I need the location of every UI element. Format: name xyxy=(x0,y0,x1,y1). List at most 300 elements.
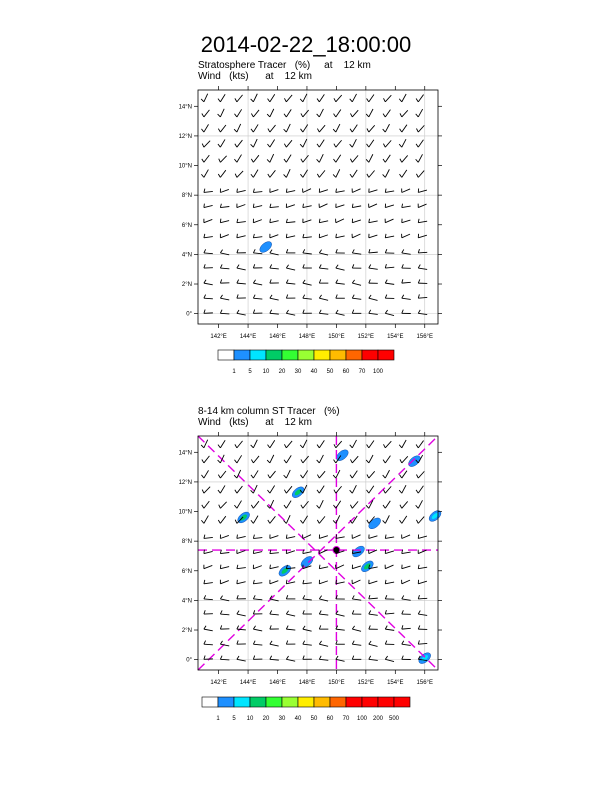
wind-barb-flag xyxy=(234,114,236,117)
tracer-patch-core xyxy=(431,512,440,520)
wind-barb xyxy=(418,154,422,162)
wind-barb xyxy=(204,629,213,631)
wind-barb-flag xyxy=(350,475,352,478)
wind-barb-flag xyxy=(204,189,205,193)
wind-barb-flag xyxy=(367,129,369,133)
wind-barb-flag xyxy=(369,611,371,614)
wind-barb-flag xyxy=(333,475,336,478)
tracer-patch-core xyxy=(281,567,290,575)
wind-barb-flag xyxy=(270,295,272,298)
wind-barb-flag xyxy=(369,656,371,660)
wind-barb-flag xyxy=(234,159,236,162)
wind-barb-flag xyxy=(219,159,221,163)
wind-barb-flag xyxy=(204,626,206,629)
wind-barb-flag xyxy=(270,204,271,208)
y-tick-label: 4°N xyxy=(181,598,192,605)
wind-barb xyxy=(418,471,424,478)
wind-barb xyxy=(369,598,378,599)
wind-barb xyxy=(402,139,406,147)
wind-barb xyxy=(336,236,345,238)
wind-barb-flag xyxy=(300,99,303,102)
wind-barb-flag xyxy=(399,144,402,147)
wind-barb-flag xyxy=(385,641,387,645)
wind-barb xyxy=(303,237,312,238)
wind-barb xyxy=(270,109,274,117)
plot-background xyxy=(198,90,438,324)
wind-barb xyxy=(369,268,378,269)
wind-barb xyxy=(418,125,424,132)
wind-barb xyxy=(336,124,340,132)
wind-barb-flag xyxy=(333,174,336,177)
wind-barb xyxy=(237,171,243,177)
wind-barb xyxy=(319,235,328,238)
wind-barb xyxy=(220,567,229,569)
colorbar-box xyxy=(218,697,234,707)
wind-barb xyxy=(402,516,407,523)
wind-barb-flag xyxy=(416,490,418,493)
wind-barb xyxy=(303,139,307,147)
wind-barb-flag xyxy=(218,129,220,132)
tracer-patch xyxy=(427,508,443,523)
wind-barb-flag xyxy=(267,144,269,147)
wind-barb xyxy=(385,486,391,493)
wind-barb-flag xyxy=(286,280,288,284)
wind-barb-flag xyxy=(402,264,404,268)
wind-barb-flag xyxy=(385,264,386,268)
wind-barb xyxy=(319,440,324,447)
colorbar-label: 10 xyxy=(262,369,270,375)
wind-barb-flag xyxy=(400,475,402,478)
wind-barb xyxy=(220,485,225,493)
wind-barb-flag xyxy=(416,444,418,447)
wind-barb-flag xyxy=(418,249,419,253)
wind-barb-flag xyxy=(220,641,222,644)
wind-barb-flag xyxy=(301,505,303,508)
wind-barb-flag xyxy=(268,445,270,448)
wind-barb xyxy=(303,501,309,508)
wind-barb xyxy=(237,629,246,630)
wind-barb xyxy=(220,206,229,207)
wind-barb xyxy=(270,221,279,223)
wind-barb xyxy=(286,268,295,270)
wind-barb xyxy=(220,516,225,523)
wind-barb-flag xyxy=(253,610,254,614)
wind-barb-flag xyxy=(319,610,321,614)
wind-barb-flag xyxy=(336,641,337,645)
wind-barb-flag xyxy=(399,174,401,177)
colorbar-label: 60 xyxy=(342,369,350,375)
wind-barb xyxy=(402,471,407,478)
colorbar-box xyxy=(282,697,298,707)
wind-barb-flag xyxy=(253,189,254,193)
wind-barb-flag xyxy=(352,656,353,660)
wind-barb xyxy=(204,237,213,238)
wind-barb xyxy=(402,234,410,238)
wind-barb-flag xyxy=(336,265,338,268)
wind-barb xyxy=(204,155,209,162)
wind-barb xyxy=(319,190,328,193)
wind-barb xyxy=(352,644,361,645)
wind-barb xyxy=(418,614,427,615)
wind-barb xyxy=(270,599,279,601)
wind-barb-flag xyxy=(317,505,320,508)
wind-barb xyxy=(220,599,229,601)
wind-barb xyxy=(253,298,262,299)
wind-barb xyxy=(286,205,295,208)
wind-barb xyxy=(402,628,411,629)
wind-barb-flag xyxy=(303,626,305,629)
wind-barb-flag xyxy=(383,129,386,132)
wind-barb xyxy=(303,94,307,102)
x-tick-label: 146°E xyxy=(269,334,286,340)
wind-barb-flag xyxy=(237,294,238,298)
wind-barb xyxy=(319,125,325,132)
wind-barb xyxy=(418,204,426,208)
wind-barb-flag xyxy=(303,249,305,253)
panel-2-title: 8-14 km column ST Tracer (%) xyxy=(198,406,340,417)
wind-barb-flag xyxy=(284,505,286,508)
wind-barb-flag xyxy=(336,295,337,299)
wind-barb-flag xyxy=(202,460,204,463)
wind-barb xyxy=(385,191,394,193)
wind-barb-flag xyxy=(204,234,205,238)
wind-barb-flag xyxy=(319,656,321,660)
wind-barb xyxy=(385,582,394,584)
wind-barb-flag xyxy=(369,641,371,644)
colorbar-label: 20 xyxy=(278,369,286,375)
wind-barb-flag xyxy=(334,114,336,117)
wind-barb xyxy=(220,125,226,132)
wind-barb xyxy=(402,282,411,283)
wind-barb xyxy=(352,440,356,448)
wind-barb xyxy=(303,535,311,539)
wind-barb xyxy=(253,470,258,478)
wind-barb-flag xyxy=(402,625,403,629)
wind-barb xyxy=(418,581,427,584)
wind-barb-flag xyxy=(385,656,387,659)
wind-barb xyxy=(319,313,328,314)
wind-barb-flag xyxy=(383,444,385,448)
wind-barb-flag xyxy=(220,310,222,314)
wind-barb-flag xyxy=(253,656,254,660)
wind-barb-flag xyxy=(383,490,385,494)
wind-barb xyxy=(319,268,328,269)
wind-barb xyxy=(385,95,391,102)
wind-barb xyxy=(204,141,210,147)
wind-barb-flag xyxy=(286,626,288,630)
wind-barb xyxy=(402,580,410,584)
wind-barb xyxy=(220,581,228,584)
tracer-patch xyxy=(407,454,423,469)
wind-barb-flag xyxy=(383,159,385,162)
wind-barb-flag xyxy=(383,114,385,117)
wind-barb-flag xyxy=(253,280,255,283)
wind-barb xyxy=(352,456,358,463)
wind-barb xyxy=(286,140,292,147)
colorbar-label: 30 xyxy=(294,369,302,375)
wind-barb-flag xyxy=(367,144,369,147)
wind-barb-flag xyxy=(220,610,222,614)
wind-barb xyxy=(352,234,360,238)
wind-barb xyxy=(237,536,246,538)
wind-barb xyxy=(270,140,275,148)
wind-barb-flag xyxy=(286,219,287,223)
wind-barb-flag xyxy=(350,505,352,509)
wind-barb xyxy=(253,124,258,132)
wind-barb-flag xyxy=(237,580,238,584)
wind-barb xyxy=(369,659,378,660)
wind-barb xyxy=(369,440,374,447)
wind-barb xyxy=(253,170,258,178)
wind-barb-flag xyxy=(251,505,253,508)
wind-barb xyxy=(319,109,323,117)
wind-barb-flag xyxy=(367,520,369,524)
wind-barb xyxy=(204,583,213,584)
wind-barb-flag xyxy=(251,174,253,177)
wind-barb xyxy=(286,169,290,177)
wind-barb-flag xyxy=(383,174,386,177)
wind-barb xyxy=(336,283,345,284)
wind-barb-flag xyxy=(369,595,370,599)
wind-barb xyxy=(286,313,295,315)
wind-barb-flag xyxy=(220,219,221,223)
wind-barb xyxy=(402,206,411,208)
wind-barb-flag xyxy=(350,490,353,493)
wind-barb xyxy=(270,253,279,255)
wind-barb-flag xyxy=(284,174,287,177)
wind-barb xyxy=(402,253,411,254)
wind-barb-flag xyxy=(333,159,335,162)
wind-barb xyxy=(286,155,291,163)
wind-barb xyxy=(220,156,226,162)
wind-barb-flag xyxy=(270,610,272,614)
wind-barb-flag xyxy=(303,610,304,614)
wind-barb-flag xyxy=(218,174,220,177)
wind-barb xyxy=(270,313,279,314)
wind-barb-flag xyxy=(385,249,387,253)
colorbar-label: 5 xyxy=(232,716,236,722)
wind-barb-flag xyxy=(402,641,404,644)
tracer-patch xyxy=(299,554,315,569)
wind-barb-flag xyxy=(303,580,304,584)
colorbar-box xyxy=(314,350,330,360)
wind-barb xyxy=(369,536,378,539)
wind-barb-flag xyxy=(352,626,354,629)
wind-barb-flag xyxy=(303,550,304,554)
wind-barb-flag xyxy=(284,144,286,147)
wind-barb-flag xyxy=(303,204,304,208)
wind-barb xyxy=(319,567,328,569)
tracer-patch-core xyxy=(420,654,429,662)
wind-barb xyxy=(253,599,262,600)
wind-barb-flag xyxy=(350,99,353,102)
wind-barb xyxy=(385,110,390,117)
wind-barb xyxy=(369,125,375,132)
wind-barb xyxy=(336,219,344,223)
wind-barb xyxy=(336,109,341,116)
wind-barb xyxy=(253,253,262,254)
wind-barb xyxy=(286,191,295,193)
wind-barb-flag xyxy=(399,99,402,102)
wind-barb-flag xyxy=(303,264,304,268)
y-tick-label: 6°N xyxy=(181,568,192,575)
wind-barb xyxy=(286,95,292,102)
wind-barb-flag xyxy=(352,595,354,598)
wind-barb-flag xyxy=(366,460,369,463)
wind-barb-flag xyxy=(284,520,287,523)
wind-barb-flag xyxy=(268,475,270,478)
wind-barb xyxy=(352,535,360,539)
wind-barb-flag xyxy=(303,595,305,599)
wind-barb-flag xyxy=(253,204,254,208)
wind-barb xyxy=(319,154,323,162)
wind-barb-flag xyxy=(303,310,304,314)
wind-barb xyxy=(369,455,373,463)
wind-barb xyxy=(385,629,394,630)
colorbar-box xyxy=(378,697,394,707)
wind-barb-flag xyxy=(383,460,385,463)
wind-barb xyxy=(418,455,422,463)
wind-barb-flag xyxy=(267,114,270,117)
wind-barb xyxy=(336,659,345,661)
wind-barb-flag xyxy=(284,129,287,132)
panel-1-plot xyxy=(179,86,442,375)
wind-barb-flag xyxy=(237,565,238,569)
wind-barb-flag xyxy=(334,460,336,463)
wind-barb-flag xyxy=(286,595,287,599)
wind-barb-flag xyxy=(237,249,238,253)
wind-barb xyxy=(352,298,361,299)
wind-barb-flag xyxy=(336,535,337,539)
wind-barb-flag xyxy=(237,189,238,193)
wind-barb-flag xyxy=(366,159,369,162)
wind-barb-flag xyxy=(218,99,220,102)
wind-barb xyxy=(418,517,424,524)
wind-barb-flag xyxy=(300,445,303,448)
wind-barb-flag xyxy=(220,204,221,208)
wind-barb xyxy=(270,268,279,269)
wind-barb-flag xyxy=(418,294,419,298)
wind-barb-flag xyxy=(416,174,418,178)
wind-barb xyxy=(336,629,345,630)
colorbar-box xyxy=(266,697,282,707)
wind-barb xyxy=(286,455,291,463)
wind-barb-flag xyxy=(317,460,320,463)
wind-barb-flag xyxy=(204,310,205,314)
wind-barb xyxy=(237,614,246,616)
colorbar-box xyxy=(314,697,330,707)
wind-barb-flag xyxy=(220,279,221,283)
wind-barb xyxy=(204,124,209,132)
wind-barb-flag xyxy=(286,640,287,644)
wind-barb xyxy=(237,486,243,493)
wind-barb-flag xyxy=(336,310,338,313)
wind-barb-flag xyxy=(251,144,254,147)
y-tick-label: 12°N xyxy=(178,479,192,486)
wind-barb xyxy=(220,253,229,255)
colorbar-label: 500 xyxy=(388,716,400,722)
wind-barb-flag xyxy=(336,234,337,238)
wind-barb xyxy=(385,515,389,523)
wind-barb-flag xyxy=(416,460,419,463)
wind-barb-flag xyxy=(319,596,321,599)
x-tick-label: 146°E xyxy=(269,680,286,686)
wind-barb-flag xyxy=(418,656,420,659)
wind-barb xyxy=(319,516,325,523)
wind-barb xyxy=(418,536,427,538)
wind-barb xyxy=(270,516,276,523)
wind-barb-flag xyxy=(286,265,288,268)
wind-barb-flag xyxy=(402,295,404,298)
wind-barb-flag xyxy=(385,295,387,299)
colorbar-box xyxy=(266,350,282,360)
wind-barb xyxy=(303,485,307,493)
wind-barb-flag xyxy=(251,490,254,493)
colorbar-box xyxy=(330,697,346,707)
wind-barb-flag xyxy=(268,99,270,102)
wind-barb xyxy=(385,501,390,508)
wind-barb xyxy=(369,471,375,478)
wind-barb xyxy=(270,659,279,660)
wind-barb-flag xyxy=(251,129,253,132)
wind-barb xyxy=(385,456,390,463)
wind-barb xyxy=(253,283,262,285)
wind-barb xyxy=(270,190,279,193)
y-tick-label: 4°N xyxy=(181,252,192,259)
wind-barb xyxy=(319,550,327,554)
wind-barb xyxy=(402,485,406,493)
wind-barb-flag xyxy=(369,310,371,314)
wind-barb xyxy=(336,169,340,177)
wind-barb-flag xyxy=(284,475,287,478)
wind-barb xyxy=(220,614,229,615)
colorbar-label: 40 xyxy=(294,716,302,722)
plot-frame xyxy=(198,436,438,670)
wind-barb-flag xyxy=(251,520,253,523)
wind-barb-flag xyxy=(369,219,370,223)
wind-barb xyxy=(220,235,228,238)
wind-barb xyxy=(402,535,410,539)
wind-barb-flag xyxy=(268,520,270,523)
wind-barb xyxy=(319,471,325,478)
wind-barb xyxy=(286,486,292,493)
wind-barb-flag xyxy=(399,490,402,493)
tracer-patch xyxy=(367,516,383,531)
wind-barb xyxy=(204,470,209,478)
wind-barb xyxy=(385,565,393,569)
wind-barb-flag xyxy=(336,595,338,599)
tracer-patch xyxy=(417,651,433,666)
wind-barb-flag xyxy=(416,114,419,117)
wind-barb xyxy=(402,94,406,102)
wind-barb-flag xyxy=(319,279,320,283)
wind-barb xyxy=(253,139,257,147)
wind-barb-flag xyxy=(352,310,353,314)
wind-barb-flag xyxy=(385,234,386,238)
wind-barb xyxy=(369,550,377,554)
wind-barb xyxy=(253,485,257,493)
wind-barb xyxy=(319,644,328,646)
wind-barb xyxy=(418,567,427,569)
wind-barb xyxy=(286,515,290,523)
wind-barb-flag xyxy=(270,550,271,554)
wind-barb xyxy=(319,221,328,223)
wind-barb-flag xyxy=(385,580,386,584)
wind-barb-flag xyxy=(416,159,419,162)
wind-barb xyxy=(336,268,345,270)
wind-barb xyxy=(220,268,229,269)
wind-barb xyxy=(352,471,357,478)
